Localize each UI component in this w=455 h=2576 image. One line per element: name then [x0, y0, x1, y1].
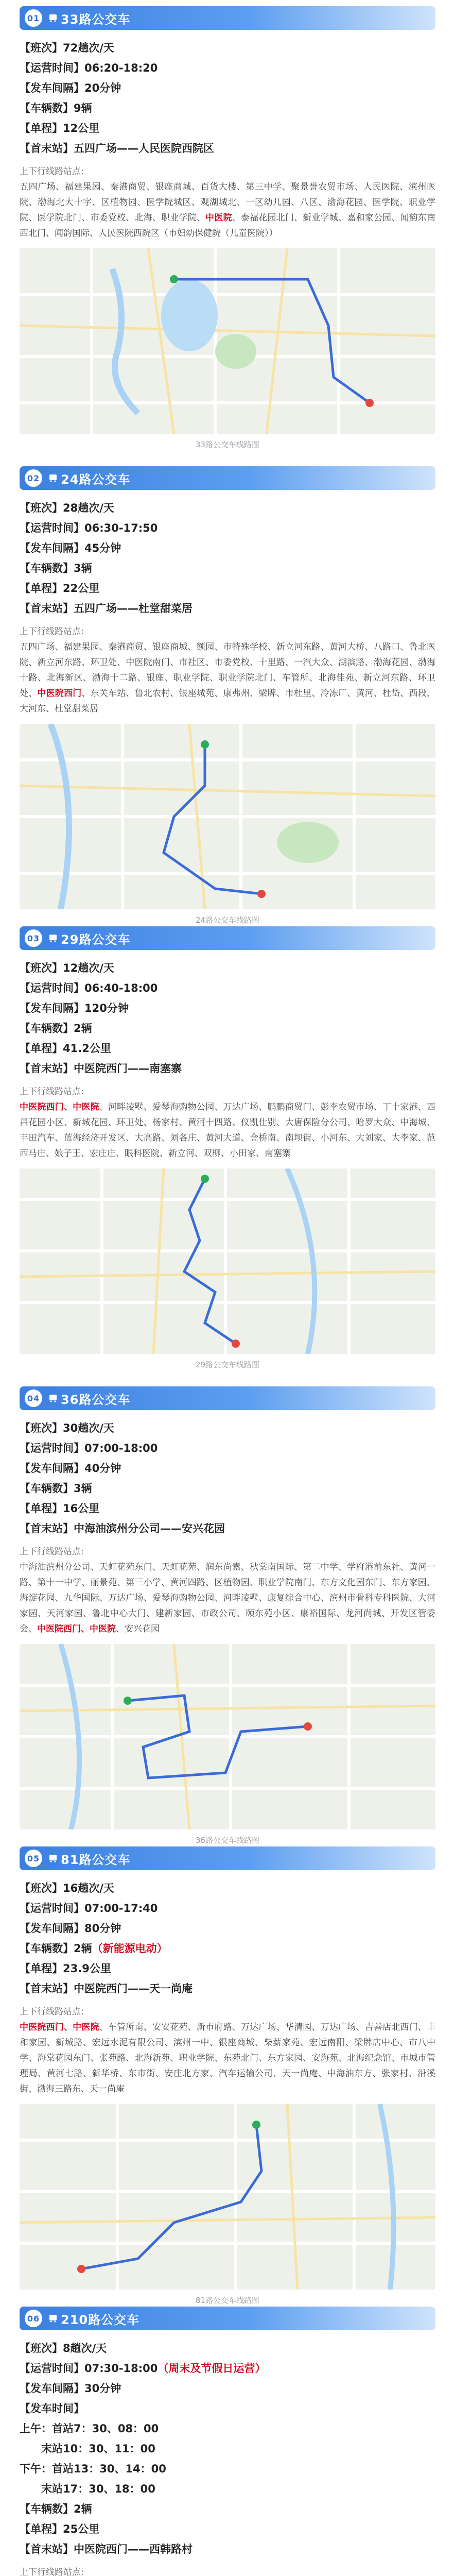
- runs-row: 【班次】12趟次/天: [20, 962, 114, 974]
- bus-icon: [48, 2314, 58, 2323]
- departure-title-row: 【发车时间】: [20, 2402, 84, 2415]
- route-header: [20, 1386, 435, 1410]
- length-row: 【单程】16公里: [20, 1502, 100, 1515]
- departure-am-row-1: 上午：首站7：30、08：00: [20, 2422, 159, 2435]
- stops-text: 中医院西门、中医院、河畔凌墅、爱琴海购物公园、万达广场、鹏鹏商贸门、彭李农贸市场、丁十家港、西昌花园小区、新城花园、环卫处、杨家村、黄河十四路、仪凯仕别、大唐保险分公司、哈罗大众、中海城、丰田汽车、蓝海经济开发区、大高路、刘各庄、黄河大道、金桥南、南坝街、小河东、大刘家、大李家、范西马庄、娘子王、宏庄庄、眼科医院、新立河、双柳、小田家、南塞寨: [20, 1102, 436, 1159]
- hours-row: 【运营时间】07:30-18:00（周末及节假日运营）: [20, 2362, 266, 2375]
- route-title: 33路公交车: [61, 12, 131, 27]
- route-info: [20, 1418, 435, 1539]
- stops-label: 上下行线路站点:: [20, 2567, 84, 2576]
- route-header: [20, 926, 435, 950]
- route-map[interactable]: [20, 2104, 435, 2290]
- terminals-row: 【首末站】五四广场——杜堂甜菜居: [20, 602, 192, 615]
- hours-row: 【运营时间】06:30-17:50: [20, 522, 158, 534]
- hours-row: 【运营时间】06:40-18:00: [20, 982, 158, 994]
- route-section-33: [20, 0, 435, 460]
- route-index-badge: 01: [25, 9, 42, 27]
- interval-row: 【发车间隔】30分钟: [20, 2382, 121, 2395]
- route-section-210: [20, 2300, 435, 2576]
- length-row: 【单程】25公里: [20, 2523, 100, 2535]
- interval-row: 【发车间隔】40分钟: [20, 1462, 121, 1475]
- vehicles-row: 【车辆数】2辆: [20, 1022, 92, 1035]
- stops-label: 上下行线路站点:: [20, 2007, 84, 2017]
- route-section-29: [20, 920, 435, 1380]
- route-section-24: [20, 460, 436, 925]
- terminals-row: 【首末站】中医院西门——天一尚庵: [20, 1982, 192, 1995]
- route-map[interactable]: [20, 1168, 435, 1354]
- route-title: 210路公交车: [61, 2312, 140, 2327]
- length-row: 【单程】22公里: [20, 582, 100, 595]
- interval-row: 【发车间隔】80分钟: [20, 1922, 121, 1935]
- stops-label: 上下行线路站点:: [20, 626, 84, 637]
- route-section-36: [20, 1380, 435, 1845]
- terminals-row: 【首末站】五四广场——人民医院西院区: [20, 142, 214, 155]
- route-index-badge: 02: [25, 469, 42, 487]
- bus-icon: [48, 473, 58, 483]
- bus-icon: [48, 1394, 58, 1403]
- interval-row: 【发车间隔】20分钟: [20, 82, 121, 94]
- stops-label: 上下行线路站点:: [20, 1547, 84, 1557]
- route-title: 29路公交车: [61, 932, 131, 947]
- route-index-badge: 05: [25, 1850, 42, 1867]
- route-header: [20, 1846, 435, 1870]
- route-index-badge: 04: [25, 1389, 42, 1407]
- route-info: [20, 1878, 435, 1999]
- runs-row: 【班次】8趟次/天: [20, 2342, 107, 2354]
- terminals-row: 【首末站】中医院西门——西韩路村: [20, 2543, 192, 2555]
- bus-icon: [48, 1854, 58, 1863]
- stops-text: 中医院西门、中医院、车管所南、安安花苑、新市府路、万达广场、华清园、万达广场、吉善店北西门、丰和家园、新城路、宏远水泥有限公司、滨州一中、银座商城、柴薪家苑、宏远南阳、梁牌店中心、市八中学、海棠花园东门、张苑路、北海新苑、职业学院、东苑北门、东方家园、安海苑、北海纪念馆、市城市管理局、黄河七路、新华桥、东市街、安庄北方家、汽车运输公司、天一尚庵、中海油东方、张家村、沿溪街、渤海三路东、天一尚庵: [20, 2022, 436, 2094]
- map-caption: 81路公交车线路图: [195, 2296, 260, 2305]
- vehicles-row: 【车辆数】2辆（新能源电动）: [20, 1942, 168, 1955]
- runs-row: 【班次】28趟次/天: [20, 502, 114, 514]
- route-map[interactable]: [20, 1644, 435, 1829]
- departure-pm-row-1: 下午：首站13：30、14：00: [20, 2463, 166, 2475]
- route-section-81: [20, 1840, 436, 2305]
- route-info: [20, 2338, 435, 2560]
- length-row: 【单程】12公里: [20, 122, 100, 134]
- interval-row: 【发车间隔】120分钟: [20, 1002, 129, 1014]
- map-caption: 29路公交车线路图: [195, 1360, 260, 1369]
- stops-text: 五四广场、福建果园、秦港商贸、银座商城、百货大楼、第三中学、聚景誉农贸市场、人民医院、滨州医院、渤海北大十字、区植物园、医学院城区、观湖城北、一区幼儿园、八区、渤海花园、医学院、职业学院、医学院北门、市委党校、北海、职业学院、中医院、泰福花园北门、新业学城、嘉和家公园、闻韵东南西北门、闻韵国际、人民医院西院区（市妇幼保健院（儿童医院））: [20, 182, 436, 239]
- departure-am-row-2: 末站10：30、11：00: [41, 2443, 155, 2455]
- stops-text: 中海油滨州分公司、天虹花苑东门、天虹花苑、润东尚素、秋棠南国际、第二中学、学府港前东社、黄河一路、第十一中学、丽景苑、第三小学、黄河四路、区植物园、职业学院南门、东方文化园东门、东方家园、海淀花园、九华国际、万达广场、爱琴海购物公园、河畔凌墅、康复综合中心、滨州市骨科专科医院、大河家园、天河家园、鲁北中心大门、建新家园、市政公司、颐东苑小区、康裕国际、龙河尚城、开发区管委会、中医院西门、中医院、安兴花园: [20, 1562, 435, 1634]
- route-index-badge: 03: [25, 929, 42, 947]
- bus-icon: [48, 934, 58, 943]
- route-title: 24路公交车: [61, 472, 131, 487]
- stops-text: 五四广场、福建果园、秦港商贸、银座商城、额园、市特殊学校、新立河东路、黄河大桥、八路口、鲁北医院、新立河东路、环卫处、中医院南门、市社区、市委党校、十里路、一汽大众、湖滨路、渤海花园、渤海十路、北海新区、渤海十二路、银座、职业学院、职业学院北门、车管所、北海佳苑、新立河东路、环卫处、中医院西门、东关车站、鲁北农村、银座城苑、康弗州、梁牌、市杜里、冷冻厂、黄河、杜岱、西段、大河东、杜堂甜菜居: [20, 642, 436, 714]
- map-caption: 33路公交车线路图: [195, 440, 260, 449]
- terminals-row: 【首末站】中海油滨州分公司——安兴花园: [20, 1522, 225, 1535]
- terminals-row: 【首末站】中医院西门——南塞寨: [20, 1062, 182, 1075]
- runs-row: 【班次】30趟次/天: [20, 1422, 114, 1434]
- hours-row: 【运营时间】07:00-17:40: [20, 1902, 158, 1914]
- route-title: 36路公交车: [61, 1392, 131, 1407]
- vehicles-row: 【车辆数】9辆: [20, 102, 92, 114]
- departure-pm-row-2: 末站17：30、18：00: [41, 2483, 155, 2495]
- route-map[interactable]: [20, 248, 435, 434]
- vehicles-row: 【车辆数】2辆: [20, 2503, 92, 2515]
- vehicles-row: 【车辆数】3辆: [20, 562, 92, 574]
- hours-row: 【运营时间】07:00-18:00: [20, 1442, 158, 1454]
- route-header: [20, 466, 435, 490]
- route-map[interactable]: [20, 724, 435, 909]
- stops-label: 上下行线路站点:: [20, 166, 84, 177]
- runs-row: 【班次】72趟次/天: [20, 42, 114, 54]
- stops-label: 上下行线路站点:: [20, 1087, 84, 1097]
- bus-icon: [48, 13, 58, 23]
- route-info: [20, 498, 435, 619]
- map-caption: 36路公交车线路图: [195, 1836, 260, 1845]
- map-caption: 24路公交车线路图: [195, 916, 260, 925]
- hours-row: 【运营时间】06:20-18:20: [20, 62, 158, 74]
- runs-row: 【班次】16趟次/天: [20, 1882, 114, 1894]
- route-header: [20, 6, 435, 30]
- length-row: 【单程】41.2公里: [20, 1042, 111, 1055]
- length-row: 【单程】23.9公里: [20, 1962, 111, 1975]
- interval-row: 【发车间隔】45分钟: [20, 542, 121, 554]
- route-header: [20, 2307, 435, 2330]
- route-info: [20, 958, 435, 1079]
- route-title: 81路公交车: [61, 1852, 131, 1867]
- route-info: [20, 38, 435, 159]
- vehicles-row: 【车辆数】3辆: [20, 1482, 92, 1495]
- route-index-badge: 06: [25, 2310, 42, 2327]
